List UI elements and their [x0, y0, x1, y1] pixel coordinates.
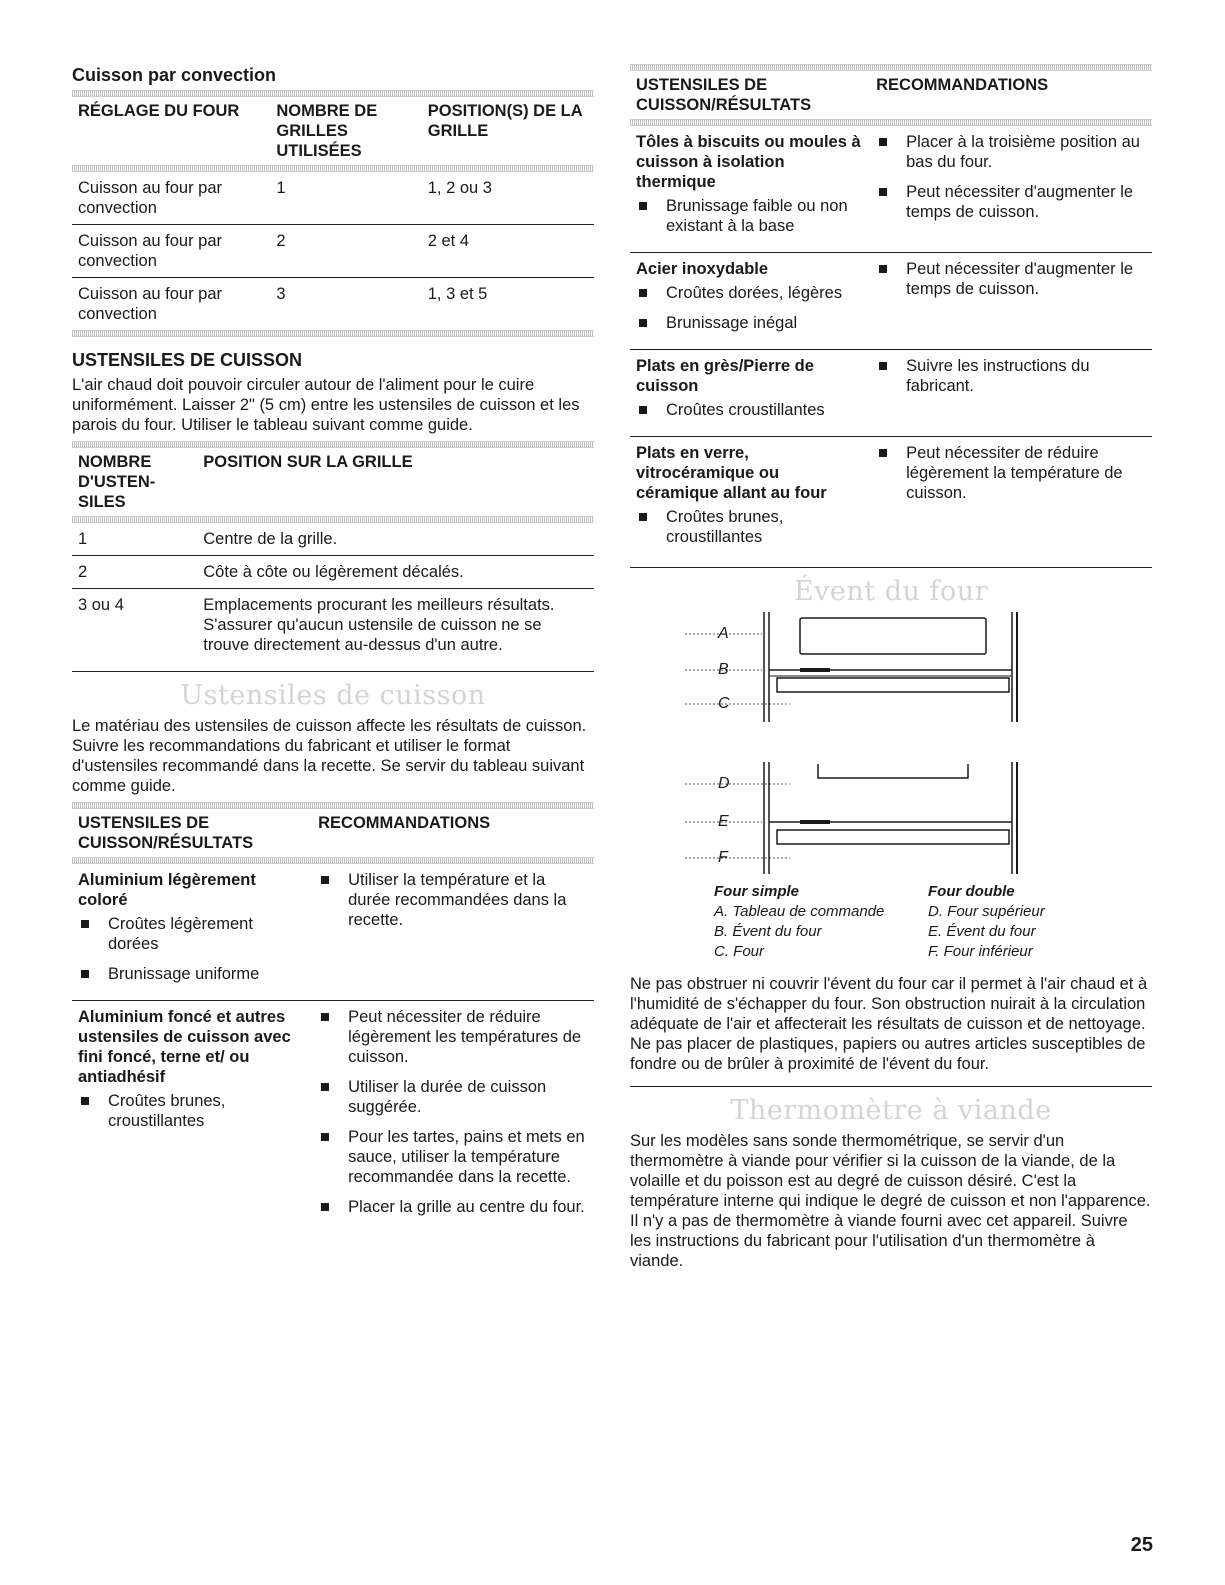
label-f: F: [718, 849, 728, 866]
hatch-rule: [630, 119, 1152, 126]
caption-item: E. Évent du four: [928, 923, 1036, 940]
divider: [630, 567, 1152, 568]
cell-position: Centre de la grille.: [197, 523, 594, 556]
header-position: POSITION(S) DE LA GRILLE: [427, 102, 583, 140]
table-row: [72, 1001, 594, 1234]
cell-setting: Cuisson au four par convection: [72, 172, 270, 225]
hatch-rule: [72, 516, 594, 523]
ustensiles-count-body: [72, 523, 594, 661]
cell-position: Emplacements procurant les meilleurs résultats. S'assurer qu'aucun ustensile de cuisson ne se trouve directement au-dessus d'un autre.: [203, 596, 555, 654]
diagram-captions: [630, 882, 1152, 962]
result-item: Croûtes légèrement dorées: [78, 914, 306, 954]
materials-table-header-right: [630, 71, 1152, 119]
table-row: [72, 225, 594, 278]
divider: [630, 1086, 1152, 1087]
caption-left-title: Four simple: [714, 883, 800, 900]
convection-title: Cuisson par convection: [72, 65, 277, 85]
recommendation-item: Peut nécessiter de réduire légèrement la température de cuisson.: [876, 443, 1146, 503]
result-item: Brunissage inégal: [636, 313, 864, 333]
table-row: [72, 864, 594, 1001]
divider: [72, 671, 594, 672]
hatch-rule: [72, 802, 594, 809]
caption-item: C. Four: [714, 943, 765, 960]
caption-item: D. Four supérieur: [928, 903, 1045, 920]
event-text: Ne pas obstruer ni couvrir l'évent du four car il permet à l'air chaud et à l'humidité de s'échapper du four. Son obstruction nuirait à la circulation adéquate de l'air et affecterait les résultats de cuisson et de nettoyage. Ne pas placer de plastiques, papiers ou autres articles susceptibles de fondre ou de brûler à proximité de l'évent du four.: [630, 975, 1148, 1073]
material-name: Acier inoxydable: [636, 260, 769, 278]
table-row: [630, 253, 1152, 350]
table-row: [630, 437, 1152, 564]
recommendation-item: Suivre les instructions du fabricant.: [876, 356, 1146, 396]
header-recommandations: RECOMMANDATIONS: [318, 814, 491, 832]
hatch-rule: [72, 857, 594, 864]
convection-table: [72, 97, 594, 165]
result-item: Croûtes croustillantes: [636, 400, 864, 420]
material-name: Aluminium foncé et autres ustensiles de cuisson avec fini foncé, terne et/ ou antiadhésif: [78, 1008, 291, 1086]
table-row: [72, 556, 594, 589]
result-item: Brunissage uniforme: [78, 964, 306, 984]
hatch-rule: [72, 90, 594, 97]
material-name: Aluminium légèrement coloré: [78, 871, 256, 909]
caption-right-title: Four double: [928, 883, 1015, 900]
cell-positions: 2 et 4: [422, 225, 594, 278]
page-number: 25: [1130, 1534, 1153, 1556]
convection-table-body: [72, 172, 594, 330]
label-d: D: [718, 775, 730, 792]
hatch-rule: [630, 64, 1152, 71]
event-title: Évent du four: [793, 576, 989, 607]
materials-table: [72, 864, 594, 1233]
cell-positions: 1, 3 et 5: [427, 285, 488, 303]
header-ustensiles: USTENSILES DE CUISSON/RÉSULTATS: [636, 76, 812, 114]
label-c: C: [718, 695, 730, 712]
cell-count: 1: [72, 523, 197, 556]
hatch-rule: [72, 441, 594, 448]
recommendation-item: Pour les tartes, pains et mets en sauce, utiliser la température recommandée dans la recette.: [318, 1127, 588, 1187]
ustensiles-count-table: [72, 448, 594, 516]
header-position-grille: POSITION SUR LA GRILLE: [203, 453, 413, 471]
table-row: [72, 589, 594, 662]
cell-positions: 1, 2 ou 3: [422, 172, 594, 225]
cell-racks: 2: [270, 225, 421, 278]
cell-racks: 1: [270, 172, 421, 225]
result-item: Brunissage faible ou non existant à la base: [636, 196, 864, 236]
cell-racks: 3: [276, 285, 286, 303]
header-nombre: NOMBRE DE GRILLES UTILISÉES: [276, 102, 378, 160]
cell-position: Côte à côte ou légèrement décalés.: [197, 556, 594, 589]
result-item: Croûtes brunes, croustillantes: [78, 1091, 306, 1131]
recommendation-item: Peut nécessiter de réduire légèrement les températures de cuisson.: [318, 1007, 588, 1067]
hatch-rule: [72, 165, 594, 172]
material-name: Plats en grès/Pierre de cuisson: [636, 357, 814, 395]
label-b: B: [718, 661, 729, 678]
oven-vent-illustration: [630, 612, 1152, 882]
header-nombre-ustensiles: NOMBRE D'USTEN-SILES: [78, 453, 156, 511]
header-ustensiles: USTENSILES DE CUISSON/RÉSULTATS: [78, 814, 254, 852]
oven-vent-diagram: [630, 612, 1152, 882]
ustensiles-cuisson-intro: Le matériau des ustensiles de cuisson affecte les résultats de cuisson. Suivre les recommandations du fabricant et utiliser le format d'ustensiles recommandé dans la recette. Se servir du tableau suivant comme guide.: [72, 717, 587, 795]
recommendation-item: Utiliser la température et la durée recommandées dans la recette.: [318, 870, 588, 930]
cell-setting: Cuisson au four par convection: [72, 225, 270, 278]
result-item: Croûtes dorées, légères: [636, 283, 864, 303]
cell-setting: Cuisson au four par convection: [78, 285, 222, 323]
caption-item: B. Évent du four: [714, 923, 822, 940]
ustensiles-intro: L'air chaud doit pouvoir circuler autour de l'aliment pour le cuire uniformément. Laisser 2" (5 cm) entre les ustensiles de cuisson et les parois du four. Utiliser le tableau suivant comme guide.: [72, 376, 580, 434]
thermometre-text: Sur les modèles sans sonde thermométrique, se servir d'un thermomètre à viande pour vérifier si la cuisson de la viande, de la volaille et du poisson est au degré de cuisson désiré. C'est la température interne qui indique le degré de cuisson et non l'apparence. Il n'y a pas de thermomètre à viande fourni avec cet appareil. Suivre les instructions du fabricant pour l'utilisation d'un thermomètre à viande.: [630, 1132, 1151, 1270]
recommendation-item: Utiliser la durée de cuisson suggérée.: [318, 1077, 588, 1117]
table-row: [72, 278, 594, 331]
right-column: [630, 64, 1152, 1277]
recommendation-item: Peut nécessiter d'augmenter le temps de cuisson.: [876, 259, 1146, 299]
caption-item: F. Four inférieur: [928, 943, 1033, 960]
material-name: Plats en verre, vitrocéramique ou céramique allant au four: [636, 444, 827, 502]
recommendation-item: Placer la grille au centre du four.: [318, 1197, 588, 1217]
result-item: Croûtes brunes, croustillantes: [636, 507, 864, 547]
recommendation-item: Placer à la troisième position au bas du four.: [876, 132, 1146, 172]
material-name: Tôles à biscuits ou moules à cuisson à isolation thermique: [636, 133, 861, 191]
materials-table-right: [630, 126, 1152, 563]
table-row: [630, 126, 1152, 253]
table-row: [72, 523, 594, 556]
table-row: [72, 172, 594, 225]
thermometre-title: Thermomètre à viande: [730, 1095, 1052, 1126]
ustensiles-cuisson-title: Ustensiles de cuisson: [180, 680, 486, 711]
header-recommandations: RECOMMANDATIONS: [876, 76, 1049, 94]
hatch-rule: [72, 330, 594, 337]
label-a: A: [718, 625, 729, 642]
header-reglage: RÉGLAGE DU FOUR: [78, 102, 240, 120]
materials-table-header: [72, 809, 594, 857]
ustensiles-section-title: USTENSILES DE CUISSON: [72, 350, 303, 370]
left-column: [72, 64, 594, 1233]
cell-count: 2: [72, 556, 197, 589]
cell-count: 3 ou 4: [78, 596, 124, 614]
label-e: E: [718, 813, 729, 830]
caption-item: A. Tableau de commande: [714, 903, 885, 920]
table-row: [630, 350, 1152, 437]
recommendation-item: Peut nécessiter d'augmenter le temps de cuisson.: [876, 182, 1146, 222]
